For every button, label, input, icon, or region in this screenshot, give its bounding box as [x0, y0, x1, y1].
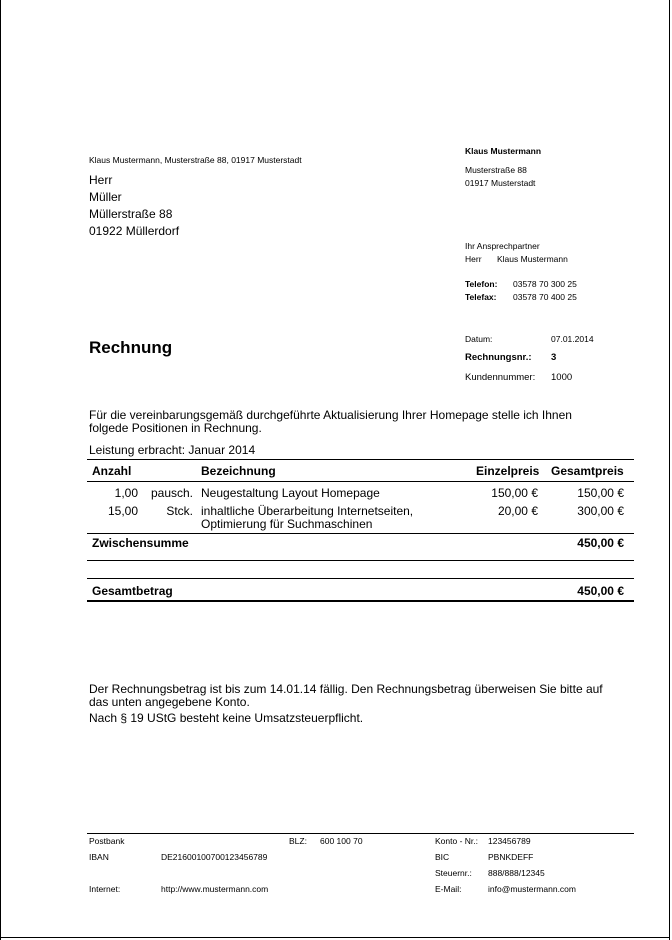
bic-value: PBNKDEFF	[488, 852, 534, 862]
fax-label: Telefax:	[465, 292, 497, 302]
fax-value: 03578 70 400 25	[513, 292, 577, 302]
page-border-bottom	[0, 937, 670, 938]
phone-value: 03578 70 300 25	[513, 279, 577, 289]
subtotal-label: Zwischensumme	[92, 536, 189, 550]
row-total: 300,00 €	[577, 504, 624, 518]
grandtotal-top-rule	[87, 578, 634, 579]
table-header-rule	[87, 481, 634, 482]
recipient-street: Müllerstraße 88	[89, 207, 173, 221]
iban-value: DE21600100700123456789	[161, 852, 268, 862]
row-unit: pausch.	[150, 486, 193, 500]
recipient-salutation: Herr	[89, 173, 113, 187]
blz-label: BLZ:	[289, 836, 307, 846]
sender-name: Klaus Mustermann	[465, 146, 542, 156]
subtotal-value: 450,00 €	[577, 536, 624, 550]
contact-label: Ihr Ansprechpartner	[465, 241, 540, 251]
recipient-name: Müller	[89, 190, 122, 204]
page-border-left	[0, 0, 1, 940]
iban-label: IBAN	[89, 852, 109, 862]
date-value: 07.01.2014	[551, 334, 594, 344]
header-qty: Anzahl	[92, 464, 132, 478]
konto-label: Konto - Nr.:	[435, 836, 478, 846]
blz-value: 600 100 70	[320, 836, 363, 846]
grandtotal-label: Gesamtbetrag	[92, 584, 173, 598]
tax-value: 888/888/12345	[488, 868, 545, 878]
row-desc: Neugestaltung Layout Homepage	[201, 486, 380, 500]
tax-label: Steuernr.:	[435, 868, 472, 878]
phone-label: Telefon:	[465, 279, 498, 289]
customer-no-label: Kundennummer:	[465, 372, 536, 383]
intro-line-2: folgede Positionen in Rechnung.	[89, 421, 262, 435]
intro-line-1: Für die vereinbarungsgemäß durchgeführte Aktualisierung Ihrer Homepage stelle ich Ihnen	[89, 408, 572, 422]
payment-terms-line-2: das unten angegebene Konto.	[89, 695, 250, 709]
row-unit-price: 20,00 €	[497, 504, 538, 518]
table-top-rule	[87, 459, 634, 460]
date-label: Datum:	[465, 334, 493, 344]
email-link[interactable]: info@mustermann.com	[488, 884, 576, 894]
customer-no-value: 1000	[551, 372, 573, 383]
contact-salutation: Herr	[465, 254, 482, 264]
sender-city: 01917 Musterstadt	[465, 178, 536, 188]
document-title: Rechnung	[89, 338, 173, 357]
header-unit-price: Einzelpreis	[476, 464, 540, 478]
invoice-no-label: Rechnungsnr.:	[465, 352, 532, 363]
website-link[interactable]: http://www.mustermann.com	[161, 884, 269, 894]
row-desc-cont: Optimierung für Suchmaschinen	[201, 517, 373, 531]
bank-name: Postbank	[89, 836, 125, 846]
header-total: Gesamtpreis	[551, 464, 624, 478]
konto-value: 123456789	[488, 836, 531, 846]
row-unit: Stck.	[166, 504, 193, 518]
page-border-right	[669, 0, 670, 940]
email-label: E-Mail:	[435, 884, 462, 894]
subtotal-top-rule	[87, 533, 634, 534]
contact-person: Klaus Mustermann	[497, 254, 568, 264]
recipient-address	[89, 172, 179, 240]
sender-return-line: Klaus Mustermann, Musterstraße 88, 01917 Musterstadt	[89, 155, 302, 165]
grandtotal-bottom-rule	[87, 600, 634, 602]
subtotal-bottom-rule	[87, 560, 634, 561]
sender-street: Musterstraße 88	[465, 165, 527, 175]
header-desc: Bezeichnung	[201, 464, 276, 478]
grandtotal-value: 450,00 €	[577, 584, 624, 598]
internet-label: Internet:	[89, 884, 121, 894]
row-qty: 15,00	[107, 504, 138, 518]
tax-note: Nach § 19 UStG besteht keine Umsatzsteuerpflicht.	[89, 711, 364, 725]
service-period: Leistung erbracht: Januar 2014	[89, 443, 256, 457]
row-qty: 1,00	[114, 486, 138, 500]
recipient-city: 01922 Müllerdorf	[89, 224, 180, 238]
row-unit-price: 150,00 €	[491, 486, 538, 500]
payment-terms-line-1: Der Rechnungsbetrag ist bis zum 14.01.14 fällig. Den Rechnungsbetrag überweisen Sie bitte auf	[89, 682, 603, 696]
row-desc: inhaltliche Überarbeitung Internetseiten,	[201, 504, 414, 518]
invoice-no-value: 3	[551, 352, 557, 363]
bic-label: BIC	[435, 852, 450, 862]
footer-rule	[87, 833, 634, 834]
row-total: 150,00 €	[577, 486, 624, 500]
